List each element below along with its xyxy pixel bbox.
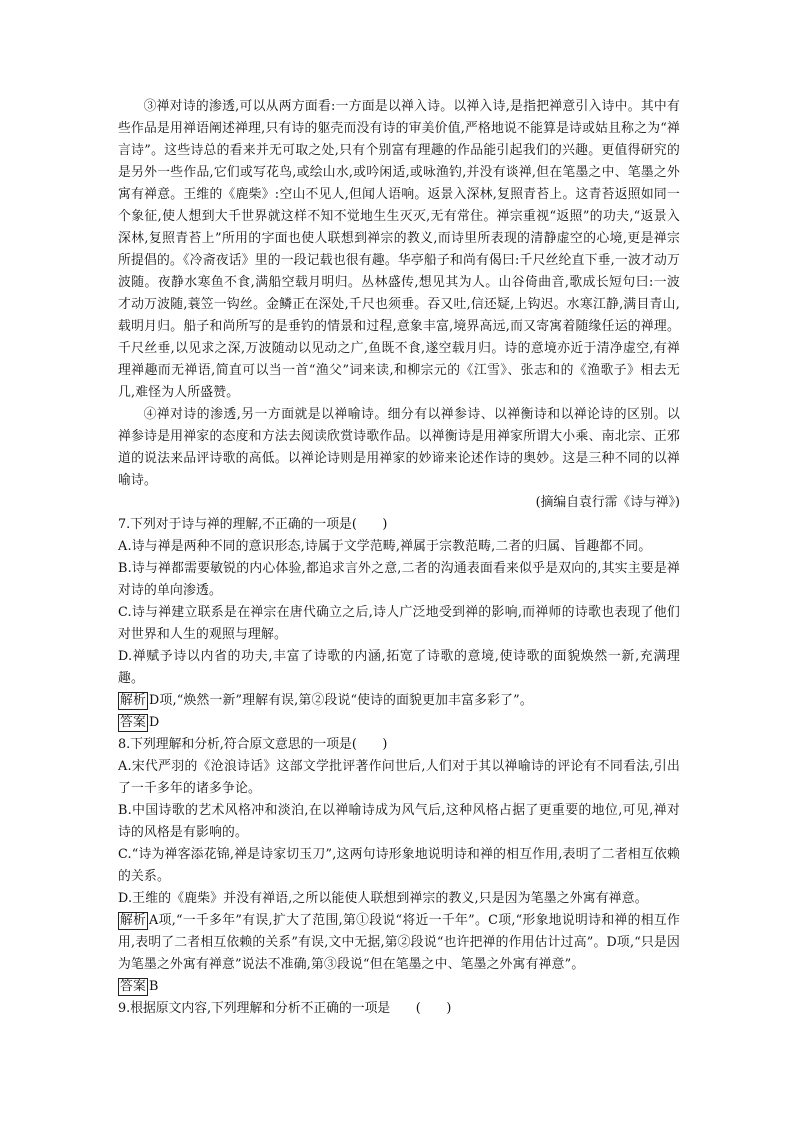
question-stem: 9.根据原文内容,下列理解和分析不正确的一项是 ( ) bbox=[118, 1001, 452, 1016]
option-a: A.宋代严羽的《沧浪诗话》这部文学批评著作问世后,人们对于其以禅喻诗的评论有不同看法,引出了一千多年的诸多争论。 bbox=[118, 759, 680, 796]
question-9 bbox=[118, 998, 680, 1020]
answer-block bbox=[118, 712, 680, 734]
option-d: D.禅赋予诗以内省的功夫,丰富了诗歌的内涵,拓宽了诗歌的意境,使诗歌的面貌焕然一新,充满理趣。 bbox=[118, 649, 680, 686]
option-a: A.诗与禅是两种不同的意识形态,诗属于文学范畴,禅属于宗教范畴,二者的归属、旨趣都不同。 bbox=[118, 539, 652, 554]
passage-paragraph-3: ③禅对诗的渗透,可以从两方面看:一方面是以禅入诗。以禅入诗,是指把禅意引入诗中。其中有些作品是用禅语阐述禅理,只有诗的躯壳而没有诗的审美价值,严格地说不能算是诗或姑且称之为“禅言诗”。这些诗总的看来并无可取之处,只有个别富有理趣的作品能引起我们的兴趣。更值得研究的是另外一些作品,它们或写花鸟,或绘山水,或吟闲适,或咏渔钓,并没有谈禅,但在笔墨之中、笔墨之外寓有禅意。王维的《鹿柴》:空山不见人,但闻人语响。返景入深林,复照青苔上。这青苔返照如同一个象征,使人想到大千世界就这样不知不觉地生生灭灭,无有常住。禅宗重视“返照”的功夫,“返景入深林,复照青苔上”所用的字面也使人联想到禅宗的教义,而诗里所表现的清静虚空的心境,更是禅宗所提倡的。《冷斋夜话》里的一段记载也很有趣。华亭船子和尚有偈曰:千尺丝纶直下垂,一波才动万波随。夜静水寒鱼不食,满船空载月明归。丛林盛传,想见其为人。山谷倚曲音,歌成长短句曰:一波才动万波随,蓑笠一钩丝。金鳞正在深处,千尺也须垂。吞又吐,信还疑,上钩迟。水寒江静,满目青山,载明月归。船子和尚所写的是垂钓的情景和过程,意象丰富,境界高远,而又寄寓着随缘任运的禅理。千尺丝垂,以见求之深,万波随动以见动之广,鱼既不食,遂空载月归。诗的意境亦近于清净虚空,有禅理禅趣而无禅语,简直可以当一首“渔父”词来读,和柳宗元的《江雪》、张志和的《渔歌子》相去无几,难怪为人所盛赞。 bbox=[118, 99, 680, 400]
option-d: D.王维的《鹿柴》并没有禅语,之所以能使人联想到禅宗的教义,只是因为笔墨之外寓有禅意。 bbox=[118, 891, 648, 906]
answer-block bbox=[118, 976, 680, 998]
analysis-tag: 解析 bbox=[120, 913, 146, 928]
document-page bbox=[118, 96, 680, 1020]
answer-text: D bbox=[149, 715, 160, 730]
answer-tag: 答案 bbox=[120, 715, 146, 730]
question-8 bbox=[118, 734, 680, 998]
analysis-text: A项,“一千多年”有误,扩大了范围,第①段说“将近一千年”。C项,“形象地说明诗和禅的相互作用,表明了二者相互依赖的关系”有误,文中无据,第②段说“也许把禅的作用估计过高”。D项,“只是因为笔墨之外寓有禅意”说法不准确,第③段说“但在笔墨之中、笔墨之外寓有禅意”。 bbox=[118, 913, 680, 972]
option-c: C.诗与禅建立联系是在禅宗在唐代确立之后,诗人广泛地受到禅的影响,而禅师的诗歌也表现了他们对世界和人生的观照与理解。 bbox=[118, 605, 680, 642]
passage-paragraph-4: ④禅对诗的渗透,另一方面就是以禅喻诗。细分有以禅参诗、以禅衡诗和以禅论诗的区别。以禅参诗是用禅家的态度和方法去阅读欣赏诗歌作品。以禅衡诗是用禅家所谓大小乘、南北宗、正邪道的说法来品评诗歌的高低。以禅论诗则是用禅家的妙谛来论述作诗的奥妙。这是三种不同的以禅喻诗。 bbox=[118, 407, 680, 488]
passage-source: (摘编自袁行霈《诗与禅》) bbox=[535, 495, 680, 510]
analysis-tag: 解析 bbox=[120, 693, 146, 708]
option-b: B.诗与禅都需要敏锐的内心体验,都追求言外之意,二者的沟通表面看来似乎是双向的,其实主要是禅对诗的单向渗透。 bbox=[118, 561, 680, 598]
question-7 bbox=[118, 514, 680, 734]
question-stem: 8.下列理解和分析,符合原文意思的一项是( ) bbox=[118, 737, 388, 752]
option-c: C.“诗为禅客添花锦,禅是诗家切玉刀”,这两句诗形象地说明诗和禅的相互作用,表明了二者相互依赖的关系。 bbox=[118, 847, 680, 884]
analysis-block bbox=[118, 690, 680, 712]
question-stem: 7.下列对于诗与禅的理解,不正确的一项是( ) bbox=[118, 517, 388, 532]
analysis-text: D项,“焕然一新”理解有误,第②段说“使诗的面貌更加丰富多彩了”。 bbox=[149, 693, 533, 708]
option-b: B.中国诗歌的艺术风格冲和淡泊,在以禅喻诗成为风气后,这种风格占据了更重要的地位,可见,禅对诗的风格是有影响的。 bbox=[118, 803, 680, 840]
answer-text: B bbox=[149, 979, 159, 994]
analysis-block bbox=[118, 910, 680, 976]
answer-tag: 答案 bbox=[120, 979, 146, 994]
